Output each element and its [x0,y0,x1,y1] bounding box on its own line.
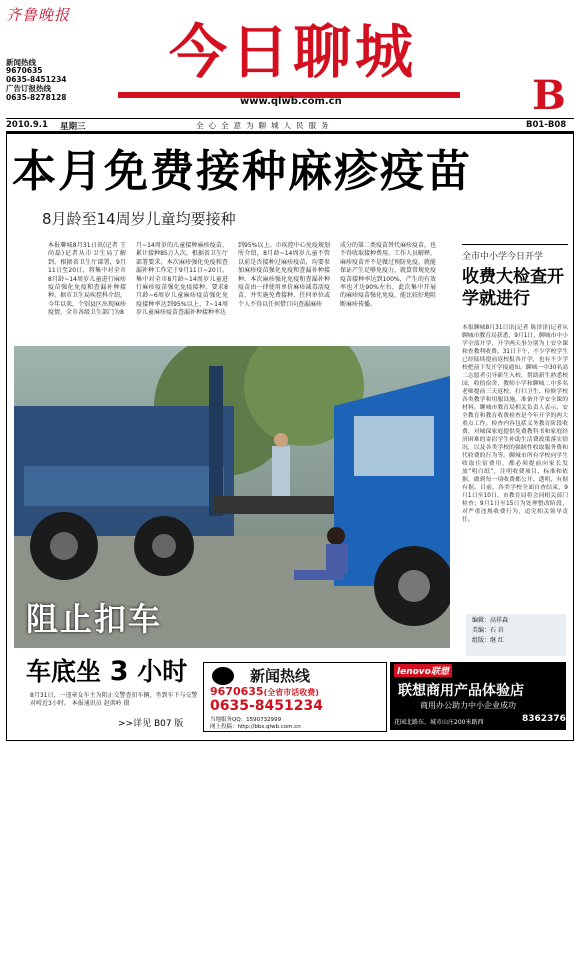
issue-date: 2010.9.1 [6,120,48,130]
ad-hotline-number: 0635-8278128 [6,93,67,102]
sidebar-story [462,244,568,524]
sidebar-body: 本报聊城8月31日讯(记者 陈泽泽)记者从聊城市教育局获悉，9月1日，聊城市中小学全部开学，开学两天事分别为上安全课和查教利收费。31日下午，不少学校学生已经陆续提前返校报各开学，也有不少学校把前下发开学接通知，聊城一中30名高二志愿者引导新生入校，帮助新生熟悉校园，收拾宿舍，教师小学和聊城二中多名老师提前三天返校，打扫卫生、检修学校各类教学和用服设施，准备开学安全课的材料。聊城市教育局相关负责人表示，安全教育和教育收费检查是今年开学的两大重点工作。检查内容包括义务教育阶段收费，对城保家庭提供免费教科书和家庭经济困难的寄宿学生补助生活费政策落实情况，以及各类学校的强制性收取服务费和代收费的行为等。聊城市所有学校向学生收取住宿费用，都必须提前向家长发放“明白纸”，注明收费项目、标准和依据，做到每一项收费都公开、透明、有据有据。目前，各类学校全面自查结束，9月1日至10日，市教育局将会同相关部门检查；9月1日至15日为处理整改阶段，对严重违规收费行为，追究相关领导责任。 [462,325,568,523]
lead-column-1: 本报聊城8月31日讯(记者 王尚磊)记者从市卫生局了解到，根据省卫生厅部署，9月11日至20日，将集中对全市8月龄~14周岁儿童进行麻疹疫苗强化免疫和查漏补种接种。据市卫生局疾控科介绍，今年以来，个别县区出现麻疹疫情，全市各级卫生部门为8 [48,242,127,317]
ad2-phone: 8362376 [522,714,566,724]
hotline-number-2: 0635-8451234 [6,75,67,84]
lenovo-logo: lenovo联想 [394,664,452,677]
ad1-web: 网上投稿：http://bbs.qlwb.com.cn [210,724,301,730]
editor-credit: 编辑：高祥森 [472,617,509,624]
news-hotline-ad [203,662,387,732]
ad1-qq: 当地服务QQ：1590732999 [210,717,282,723]
newspaper-title: 今日聊城 [168,18,417,86]
editor-credits [466,614,566,656]
ad-hotline-label: 广告订报热线 [6,84,51,93]
newspaper-brand: 齐鲁晚报 [6,6,71,24]
lead-column-3: 到95%以上。市疾控中心免疫规划所介绍，8月龄~14周岁儿童不管以前是否接种过麻疹疫苗，均要参加麻疹疫苗强化免疫和查漏补种接种。本次麻疹强化免疫和查漏补种疫苗由一律使用单价麻疹减毒活疫苗，并实施免费接种，任何单位或个人不得以任何借口向查漏麻疹 [238,242,330,308]
slogan: 全心全意为聊城人民服务 [196,121,334,130]
photo-caption-main: 阻止扣车 [26,600,163,638]
sidebar-kicker: 全市中小学今日开学 [462,244,568,262]
photo-note: 8月31日，一违章女车主为阻止交警查扣车辆，坐到车下与交警对峙近3小时。 本报通讯员 赵洪岭 摄 [30,692,198,707]
layout-credit: 组版：继 红 [472,637,504,644]
ad2-subtitle: 商用办公助力中小企业成功 [420,701,516,710]
caption-sub-number: 3 [109,656,129,687]
hotline-logo-icon [212,667,234,685]
edition-letter: B [532,72,566,119]
dateline-bar [6,118,574,133]
weekday: 星期三 [60,122,86,132]
photo-caption-sub [26,652,187,688]
caption-sub-pre: 车底坐 [26,657,102,686]
lead-column-4: 成分的第二类疫苗替代麻疹疫苗，也不得收取接种费用。工作人员解释，麻疹疫苗并不是做过预防免疫，就能保证产生足够免疫力，就算常规免疫疫苗接种率达到100%，产生的有效率也才达90%左右，此次集中开展的麻疹疫苗强化免疫，能比较好地阻断麻疹传播。 [340,242,437,308]
hotline-label: 新闻热线 [6,58,36,67]
ad1-title: 新闻热线 [250,667,311,685]
ad1-phone-2: 0635-8451234 [210,698,323,714]
ad1-phone-note: (全省市话收费) [263,688,319,697]
ad1-phone-1: 9670635 [210,685,264,698]
art-editor-credit: 美编：石 岩 [472,627,504,634]
lead-headline: 本月免费接种麻疹疫苗 [12,146,472,197]
lead-column-2: 月~14周岁的儿童接种麻疹疫苗，累计接种85万人次。根据省卫生厅部署要求，本次麻疹强化免疫和查漏补种工作定于9月11日~20日。集中对全市8月龄~14周岁儿童进行麻疹疫苗强化免疫接种，要求8月龄~6周岁儿童麻疹疫苗强化免疫接种率达到95%以上，7~14周岁儿童麻疹疫苗查漏补种接种率达 [136,242,228,317]
caption-sub-post: 小时 [137,657,188,686]
see-more-link[interactable]: >>详见 B07 版 [118,719,184,729]
website-url: www.qlwb.com.cn [240,96,342,107]
page-range: B01-B08 [526,120,567,130]
lead-subheadline: 8月龄至14周岁儿童均要接种 [42,210,236,228]
hotline-number-1: 9670635 [6,66,43,75]
ad2-title: 联想商用产品体验店 [398,683,524,699]
sidebar-headline: 收费大检查开学就进行 [462,267,564,309]
ad2-address: 花园北路东、城市山庄200米路西 [394,719,484,726]
lenovo-ad [390,662,566,730]
